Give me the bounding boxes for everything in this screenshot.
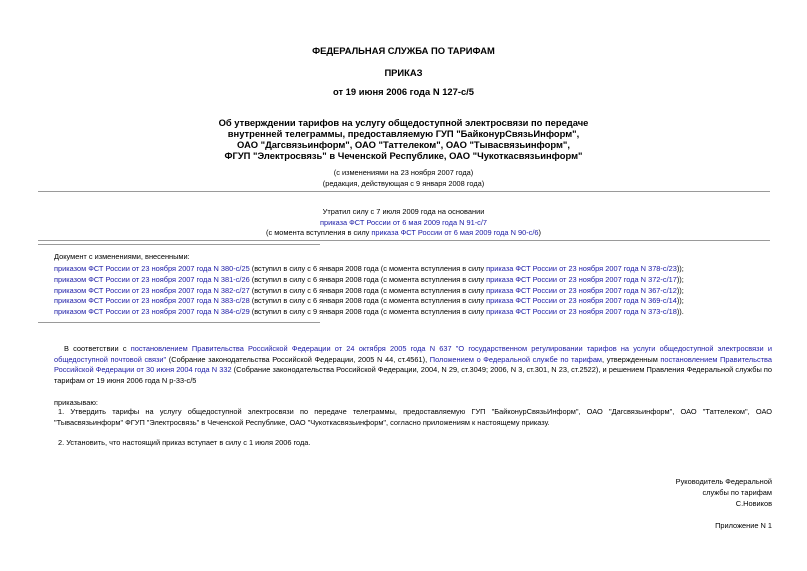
amendment-basis-link[interactable]: приказа ФСТ России от 23 ноября 2007 года N 372-с/17 [486,275,677,284]
title-line-1: Об утверждении тарифов на услугу общедоступной электросвязи по передаче [218,117,589,128]
preamble-paragraph: В соответствии с постановлением Правительства Российской Федерации от 24 октября 2005 года N 637 "О государственном регулировании тарифов на услуги общедоступной электросвязи и общедоступной почтовой связи" (Собрание законодательства Российской Федерации, 2005 N 44, ст.4561), Положением о Федеральной службе по тарифам, утвержденным постановлением Правительства Российской Федерации от 30 июня 2004 года N 332 (Собрание законодательства Российской Федерации, 2004, N 29, ст.3049; 2006, N 3, ст.301, N 23, ст.2522), и решением Правления Федеральной службы по тарифам от 19 июня 2006 года N р-33-с/5 [54,344,772,385]
amendment-basis-link[interactable]: приказа ФСТ России от 23 ноября 2007 года N 367-с/12 [486,286,677,295]
appendix-label: Приложение N 1 [715,521,772,530]
doc-type-heading: ПРИКАЗ [384,67,423,78]
edition-line-1: (с изменениями на 23 ноября 2007 года) [333,168,474,177]
fst-regulation-link[interactable]: Положением о Федеральной службе по тарифам [429,354,603,364]
lapse-line-2 [0,218,807,227]
clause-2: 2. Установить, что настоящий приказ вступает в силу с 1 июля 2006 года. [58,438,311,447]
edition-line-2: (редакция, действующая с 9 января 2008 года) [322,179,485,188]
order-date: от 19 июня 2006 года N 127-с/5 [332,86,474,97]
divider-middle [38,240,770,241]
divider-short-2 [38,322,320,323]
government-decree-637-link[interactable]: постановлением Правительства Российской Федерации от 24 октября 2005 года N 637 "О государственном регулировании тарифов на услуги общедоступной электросвязи и общедоступной почтовой связи" [54,344,772,364]
title-line-2: внутренней телеграммы, предоставляемую ГУП "БайконурСвязьИнформ", [227,128,580,139]
divider-top [38,191,770,192]
amendment-basis-link[interactable]: приказа ФСТ России от 23 ноября 2007 года N 378-с/23 [486,264,677,273]
signature-line-2: службы по тарифам [702,488,772,497]
amendment-basis-link[interactable]: приказа ФСТ России от 23 ноября 2007 года N 373-с/18 [486,307,677,316]
title-line-4: ФГУП "Электросвязь" в Чеченской Республике, ОАО "Чукоткасвязьинформ" [224,150,583,161]
signature-line-1: Руководитель Федеральной [675,477,772,486]
amendment-order-link[interactable]: приказом ФСТ России от 23 ноября 2007 года N 383-с/28 [54,296,250,305]
amendment-item: приказом ФСТ России от 23 ноября 2007 года N 381-с/26 (вступил в силу с 6 января 2008 года (с момента вступления в силу приказа ФСТ России от 23 ноября 2007 года N 372-с/17)); [54,275,684,284]
amendment-item: приказом ФСТ России от 23 ноября 2007 года N 383-с/28 (вступил в силу с 6 января 2008 года (с момента вступления в силу приказа ФСТ России от 23 ноября 2007 года N 369-с/14)); [54,296,684,305]
amendment-basis-link[interactable]: приказа ФСТ России от 23 ноября 2007 года N 369-с/14 [486,296,677,305]
order-word: приказываю: [54,398,98,407]
lapse-order-link[interactable]: приказа ФСТ России от 6 мая 2009 года N 91-с/7 [319,218,488,227]
amendment-order-link[interactable]: приказом ФСТ России от 23 ноября 2007 года N 380-с/25 [54,264,250,273]
amendments-intro: Документ с изменениями, внесенными: [54,252,190,261]
clause-1: 1. Утвердить тарифы на услугу общедоступной электросвязи по передаче телеграммы, предоставляемую ГУП "БайконурСвязьИнформ", ОАО "Дагсвязьинформ", ОАО "Таттелеком", ОАО "Тывасвязьинформ" ФГУП "Электросвязь" в Чеченской Республике, ОАО "Чукоткасвязьинформ", согласно приложениям к настоящему приказу. [54,407,772,427]
lapse-line-1: Утратил силу с 7 июля 2009 года на основании [322,207,485,216]
divider-short-1 [38,244,320,245]
amendment-order-link[interactable]: приказом ФСТ России от 23 ноября 2007 года N 381-с/26 [54,275,250,284]
amendment-item: приказом ФСТ России от 23 ноября 2007 года N 380-с/25 (вступил в силу с 6 января 2008 года (с момента вступления в силу приказа ФСТ России от 23 ноября 2007 года N 378-с/23)); [54,264,684,273]
lapse-line-3: (с момента вступления в силу приказа ФСТ России от 6 мая 2009 года N 90-с/6) [266,228,541,237]
lapse-basis-link[interactable]: приказа ФСТ России от 6 мая 2009 года N 90-с/6 [371,228,539,237]
title-line-3: ОАО "Дагсвязьинформ", ОАО "Таттелеком", ОАО "Тывасвязьинформ", [237,139,570,150]
agency-heading: ФЕДЕРАЛЬНАЯ СЛУЖБА ПО ТАРИФАМ [312,45,495,56]
signatory-name: С.Новиков [735,499,772,508]
amendment-order-link[interactable]: приказом ФСТ России от 23 ноября 2007 года N 382-с/27 [54,286,250,295]
amendment-item: приказом ФСТ России от 23 ноября 2007 года N 382-с/27 (вступил в силу с 6 января 2008 года (с момента вступления в силу приказа ФСТ России от 23 ноября 2007 года N 367-с/12)); [54,286,684,295]
amendment-item: приказом ФСТ России от 23 ноября 2007 года N 384-с/29 (вступил в силу с 9 января 2008 года (с момента вступления в силу приказа ФСТ России от 23 ноября 2007 года N 373-с/18)). [54,307,684,316]
amendment-order-link[interactable]: приказом ФСТ России от 23 ноября 2007 года N 384-с/29 [54,307,250,316]
government-decree-332-link[interactable]: постановлением Правительства Российской Федерации от 30 июня 2004 года N 332 [54,354,772,375]
